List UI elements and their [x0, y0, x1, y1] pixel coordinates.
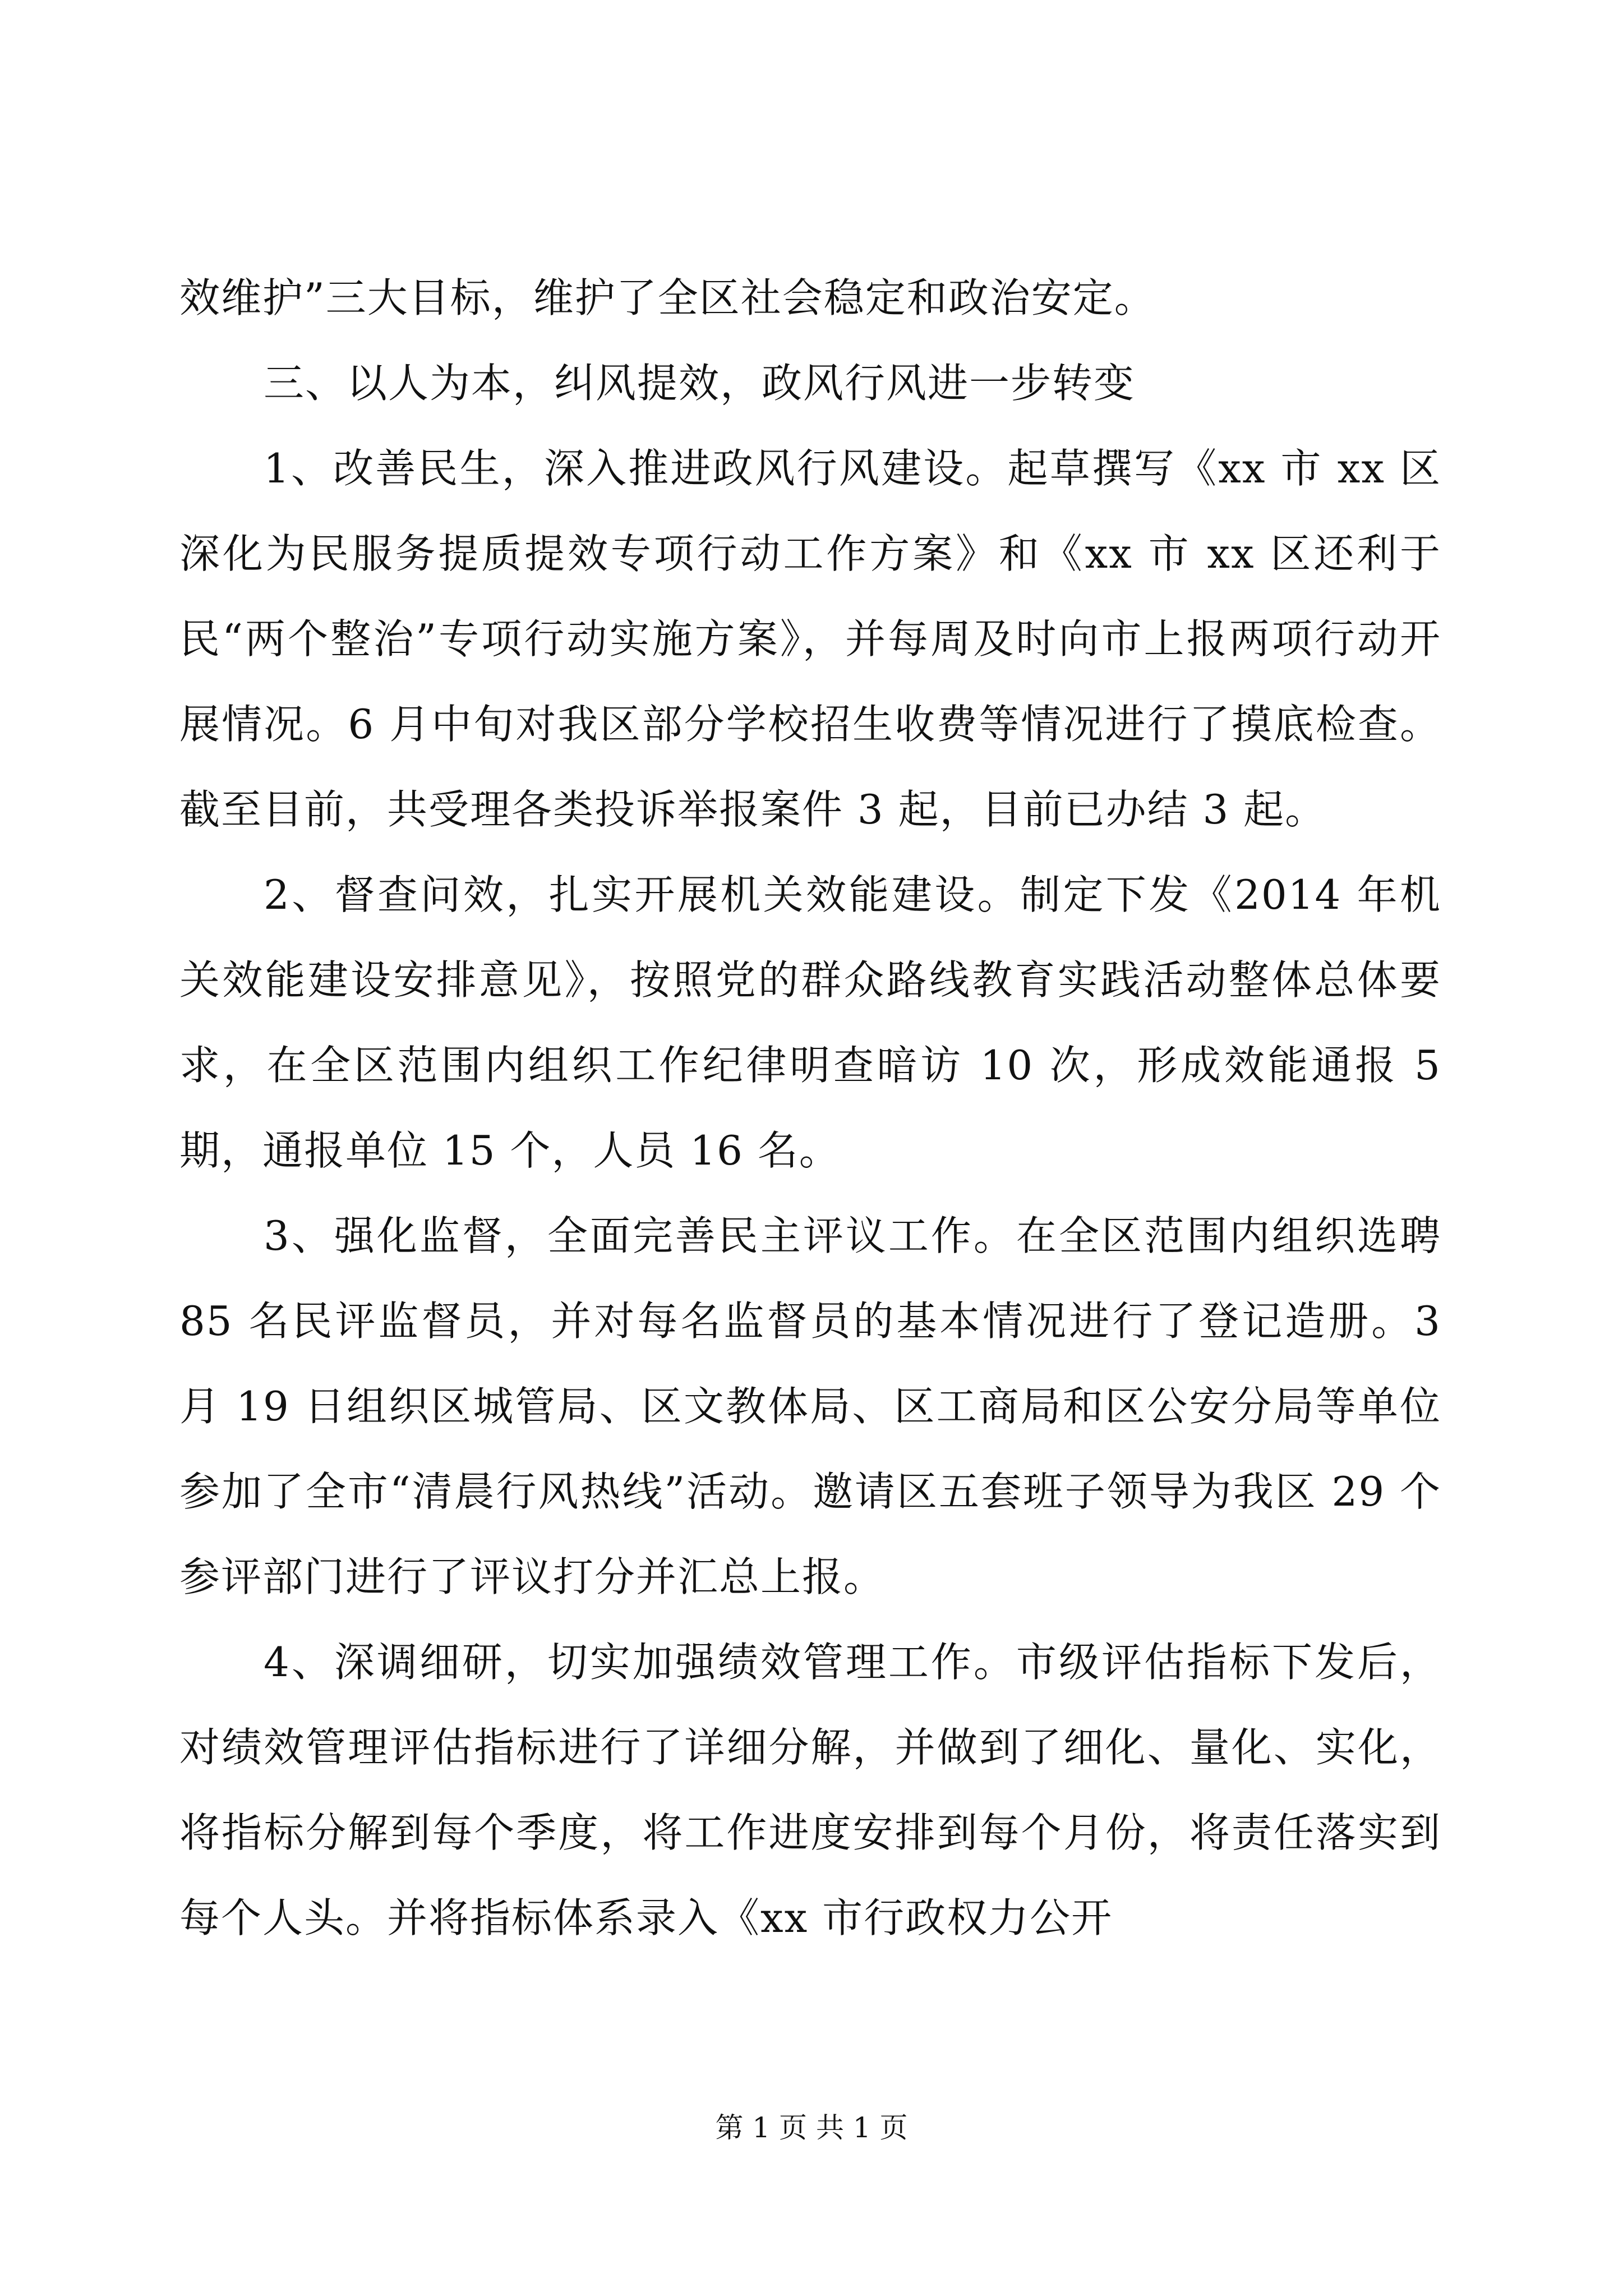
paragraph-item-2: 2、督查问效，扎实开展机关效能建设。制定下发《2014 年机关效能建设安排意见》，按照党的群众路线教育实践活动整体总体要求，在全区范围内组织工作纪律明查暗访 10 次，形成效能通报 5 期，通报单位 15 个，人员 16 名。: [179, 871, 1441, 1174]
section-heading: 三、以人为本，纠风提效，政风行风进一步转变: [264, 360, 1136, 407]
paragraph-continuation: 效维护”三大目标，维护了全区社会稳定和政治安定。: [179, 274, 1156, 321]
paragraph-item-4: 4、深调细研，切实加强绩效管理工作。市级评估指标下发后，对绩效管理评估指标进行了详细分解，并做到了细化、量化、实化，将指标分解到每个季度，将工作进度安排到每个月份，将责任落实到每个人头。并将指标体系录入《xx 市行政权力公开: [179, 1639, 1441, 1941]
document-body: [179, 255, 1441, 1961]
paragraph-item-3: 3、强化监督，全面完善民主评议工作。在全区范围内组织选聘 85 名民评监督员，并对每名监督员的基本情况进行了登记造册。3 月 19 日组织区城管局、区文教体局、区工商局和区公安分局等单位参加了全市“清晨行风热线”活动。邀请区五套班子领导为我区 29 个参评部门进行了评议打分并汇总上报。: [179, 1212, 1441, 1600]
paragraph-item-1: 1、改善民生，深入推进政风行风建设。起草撰写《xx 市 xx 区深化为民服务提质提效专项行动工作方案》和《xx 市 xx 区还利于民“两个整治”专项行动实施方案》，并每周及时向市上报两项行动开展情况。6 月中旬对我区部分学校招生收费等情况进行了摸底检查。截至目前，共受理各类投诉举报案件 3 起，目前已办结 3 起。: [179, 445, 1441, 833]
page-footer: 第 1 页 共 1 页: [715, 2111, 908, 2144]
